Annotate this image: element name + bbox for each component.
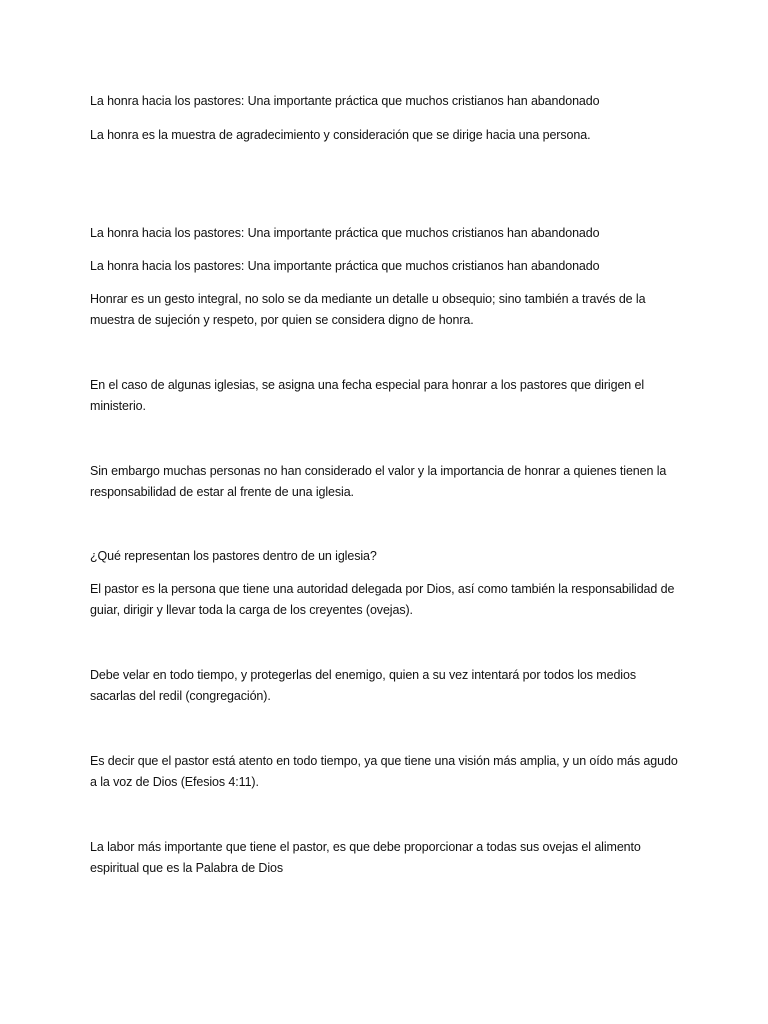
paragraph-labor: La labor más importante que tiene el pastor, es que debe proporcionar a todas sus ovejas el alimento espiritual que es la Palabra de Dios — [90, 840, 641, 875]
paragraph-fecha: En el caso de algunas iglesias, se asigna una fecha especial para honrar a los pastores que dirigen el ministerio. — [90, 378, 645, 413]
paragraph-title-3: La honra hacia los pastores: Una importante práctica que muchos cristianos han abandonado — [90, 259, 600, 273]
paragraph-pastor: El pastor es la persona que tiene una autoridad delegada por Dios, así como también la responsabilidad de guiar, dirigir y llevar toda la carga de los creyentes (ovejas). — [90, 582, 675, 617]
paragraph-title-2: La honra hacia los pastores: Una importante práctica que muchos cristianos han abandonado — [90, 226, 600, 240]
paragraph-velar: Debe velar en todo tiempo, y protegerlas del enemigo, quien a su vez intentará por todos los medios sacarlas del redil (congregación). — [90, 668, 636, 703]
paragraph-honrar: Honrar es un gesto integral, no solo se da mediante un detalle u obsequio; sino también a través de la muestra de sujeción y respeto, por quien se considera digno de honra. — [90, 292, 646, 327]
paragraph-definition: La honra es la muestra de agradecimiento y consideración que se dirige hacia una persona. — [90, 128, 591, 142]
paragraph-title-1: La honra hacia los pastores: Una importante práctica que muchos cristianos han abandonado — [90, 94, 600, 108]
paragraph-sin-embargo: Sin embargo muchas personas no han considerado el valor y la importancia de honrar a quienes tienen la responsabilidad de estar al frente de una iglesia. — [90, 464, 667, 499]
paragraph-question: ¿Qué representan los pastores dentro de un iglesia? — [90, 549, 377, 563]
paragraph-atento: Es decir que el pastor está atento en todo tiempo, ya que tiene una visión más amplia, y un oído más agudo a la voz de Dios (Efesios 4:11). — [90, 754, 678, 789]
